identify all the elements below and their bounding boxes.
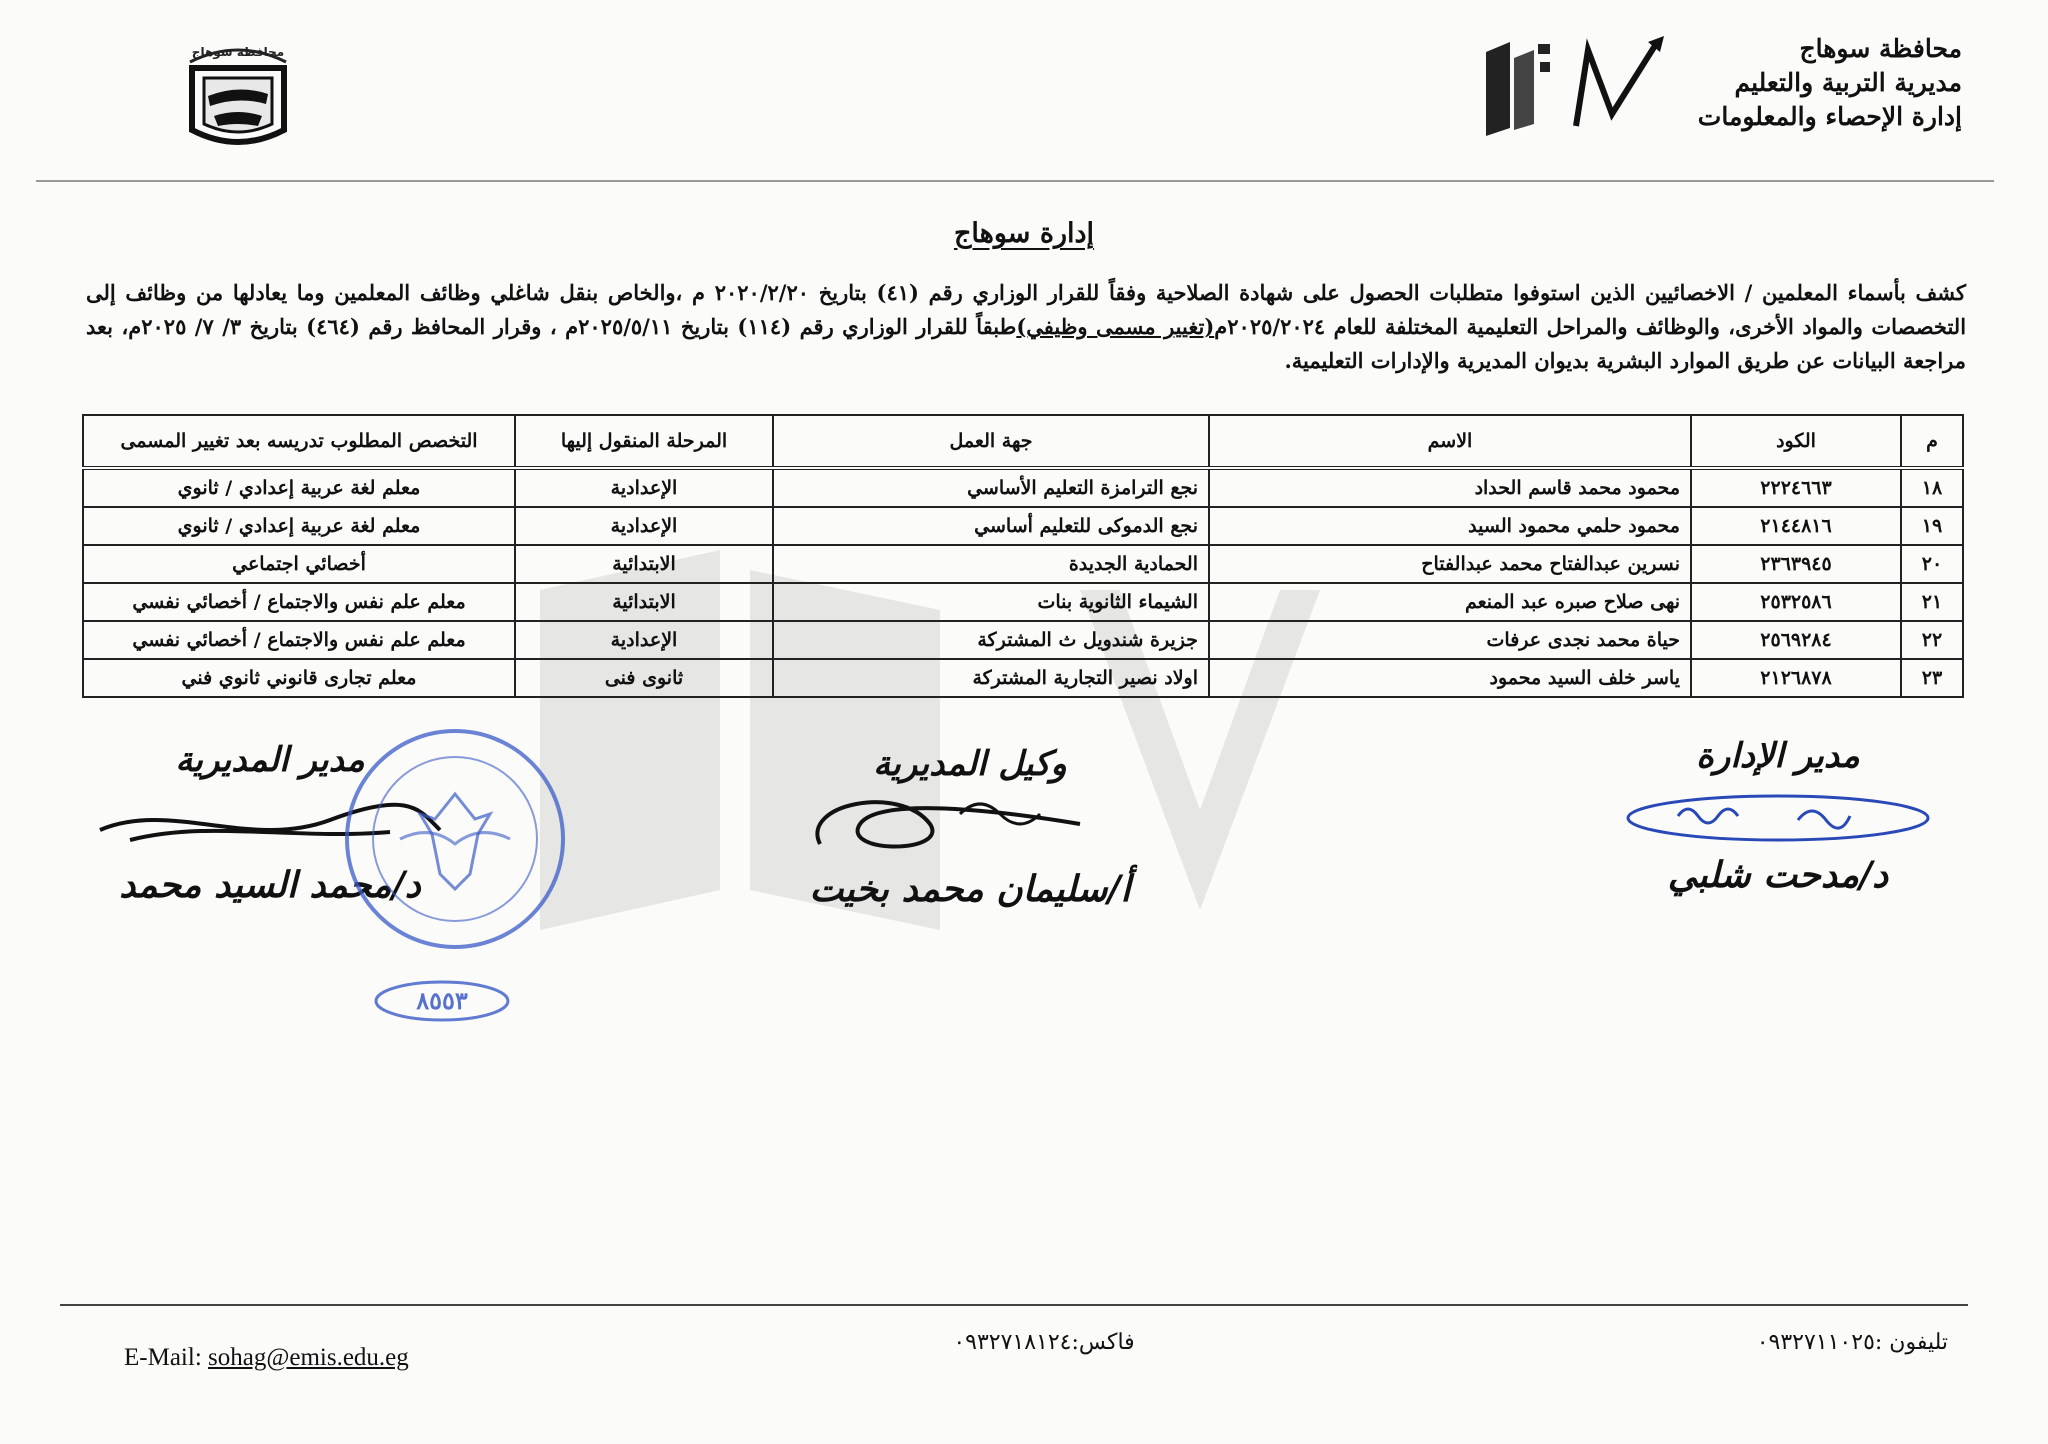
handwritten-signature-icon [1618, 780, 1938, 850]
document-title: إدارة سوهاج [953, 218, 1095, 249]
cell-workplace: نجع الترامزة التعليم الأساسي [773, 468, 1209, 507]
intro-paragraph: كشف بأسماء المعلمين / الاخصائيين الذين استوفوا متطلبات الحصول على شهادة الصلاحية وفقاً للقرار الوزاري رقم (٤١) بتاريخ ٢٠٢٠/٢/٢٠ م ،والخاص بنقل شاغلي وظائف المعلمين وما يعادلها من وظائف إلى التخصصات والمواد الأخرى، والوظائف والمراحل التعليمية المختلفة للعام ٢٠٢٥/٢٠٢٤م(تغيير مسمى وظيفي)طبقاً للقرار الوزاري رقم (١١٤) بتاريخ ٢٠٢٥/٥/١١م ، وقرار المحافظ رقم (٤٦٤) بتاريخ ٣/ ٧/ ٢٠٢٥م، بعد مراجعة البيانات عن طريق الموارد البشرية بديوان المديرية والإدارات التعليمية. [86, 280, 1967, 373]
signature-deputy [780, 744, 1160, 910]
col-header-m: م [1901, 415, 1963, 468]
svg-text:محافظة سوهاج: محافظة سوهاج [191, 45, 285, 59]
cell-specialization: أخصائي اجتماعي [83, 545, 515, 583]
cell-m: ٢١ [1901, 583, 1963, 621]
signature-name: د/مدحت شلبي [1667, 854, 1889, 896]
header-text-block [1698, 32, 1962, 134]
cell-workplace: الحمادية الجديدة [773, 545, 1209, 583]
cell-name: محمود محمد قاسم الحداد [1209, 468, 1691, 507]
signature-role: مدير الإدارة [1696, 736, 1860, 776]
table-row [83, 507, 1963, 545]
cell-name: حياة محمد نجدى عرفات [1209, 621, 1691, 659]
job-title-change-note: (تغيير مسمى وظيفي) [1016, 314, 1215, 339]
table-row [83, 545, 1963, 583]
cell-m: ١٩ [1901, 507, 1963, 545]
cell-code: ٢٣٦٣٩٤٥ [1691, 545, 1901, 583]
cell-specialization: معلم تجارى قانوني ثانوي فني [83, 659, 515, 697]
cell-stage: الإعدادية [515, 468, 773, 507]
col-header-code: الكود [1691, 415, 1901, 468]
col-header-specialization: التخصص المطلوب تدريسه بعد تغيير المسمى [83, 415, 515, 468]
official-stamp-icon [340, 724, 570, 954]
cell-stage: الابتدائية [515, 545, 773, 583]
cell-stage: الإعدادية [515, 621, 773, 659]
table-row [83, 583, 1963, 621]
cell-m: ٢٢ [1901, 621, 1963, 659]
cell-code: ٢٥٣٢٥٨٦ [1691, 583, 1901, 621]
cell-code: ٢٥٦٩٢٨٤ [1691, 621, 1901, 659]
signature-role: مدير المديرية [175, 740, 365, 780]
table-row [83, 468, 1963, 507]
cell-specialization: معلم علم نفس والاجتماع / أخصائي نفسي [83, 583, 515, 621]
cell-name: محمود حلمي محمود السيد [1209, 507, 1691, 545]
header-divider [36, 180, 1994, 182]
cell-code: ٢٢٢٤٦٦٣ [1691, 468, 1901, 507]
cell-m: ٢٣ [1901, 659, 1963, 697]
cell-specialization: معلم لغة عربية إعدادي / ثانوي [83, 507, 515, 545]
cell-stage: الابتدائية [515, 583, 773, 621]
sohag-governorate-logo [178, 34, 298, 158]
signature-role: وكيل المديرية [873, 744, 1067, 784]
email-label: E-Mail: [124, 1344, 202, 1371]
footer-phone: تليفون :٠٩٣٢٧١١٠٢٥ [1756, 1330, 1948, 1355]
cell-name: نسرين عبدالفتاح محمد عبدالفتاح [1209, 545, 1691, 583]
cell-stage: الإعدادية [515, 507, 773, 545]
cell-workplace: اولاد نصير التجارية المشتركة [773, 659, 1209, 697]
emis-n-logo [1480, 28, 1680, 140]
col-header-workplace: جهة العمل [773, 415, 1209, 468]
governorate-name: محافظة سوهاج [1799, 34, 1962, 63]
cell-specialization: معلم علم نفس والاجتماع / أخصائي نفسي [83, 621, 515, 659]
cell-code: ٢١٢٦٨٧٨ [1691, 659, 1901, 697]
footer-email [124, 1344, 409, 1372]
footer-divider [60, 1304, 1968, 1306]
directorate-name: مديرية التربية والتعليم [1734, 68, 1962, 97]
cell-workplace: نجع الدموكى للتعليم أساسي [773, 507, 1209, 545]
cell-workplace: جزيرة شندويل ث المشتركة [773, 621, 1209, 659]
signature-name: أ/سليمان محمد بخيت [809, 868, 1131, 910]
col-header-name: الاسم [1209, 415, 1691, 468]
teachers-table [82, 414, 1964, 698]
signature-name: د/محمد السيد محمد [119, 864, 421, 906]
footer-fax: فاكس:٠٩٣٢٧١٨١٢٤ [953, 1330, 1135, 1355]
col-header-stage: المرحلة المنقول إليها [515, 415, 773, 468]
cell-name: ياسر خلف السيد محمود [1209, 659, 1691, 697]
signature-manager [1628, 736, 1928, 896]
cell-m: ١٨ [1901, 468, 1963, 507]
table-header-row [83, 415, 1963, 468]
cell-m: ٢٠ [1901, 545, 1963, 583]
cell-stage: ثانوى فنى [515, 659, 773, 697]
department-name: إدارة الإحصاء والمعلومات [1697, 102, 1962, 131]
email-link[interactable]: sohag@emis.edu.eg [208, 1344, 409, 1371]
cell-code: ٢١٤٤٨١٦ [1691, 507, 1901, 545]
serial-number-stamp [372, 978, 512, 1024]
table-row [83, 659, 1963, 697]
svg-text:٨٥٥٣: ٨٥٥٣ [416, 986, 468, 1015]
cell-specialization: معلم لغة عربية إعدادي / ثانوي [83, 468, 515, 507]
cell-workplace: الشيماء الثانوية بنات [773, 583, 1209, 621]
cell-name: نهى صلاح صبره عبد المنعم [1209, 583, 1691, 621]
table-row [83, 621, 1963, 659]
handwritten-signature-icon [780, 784, 1160, 864]
